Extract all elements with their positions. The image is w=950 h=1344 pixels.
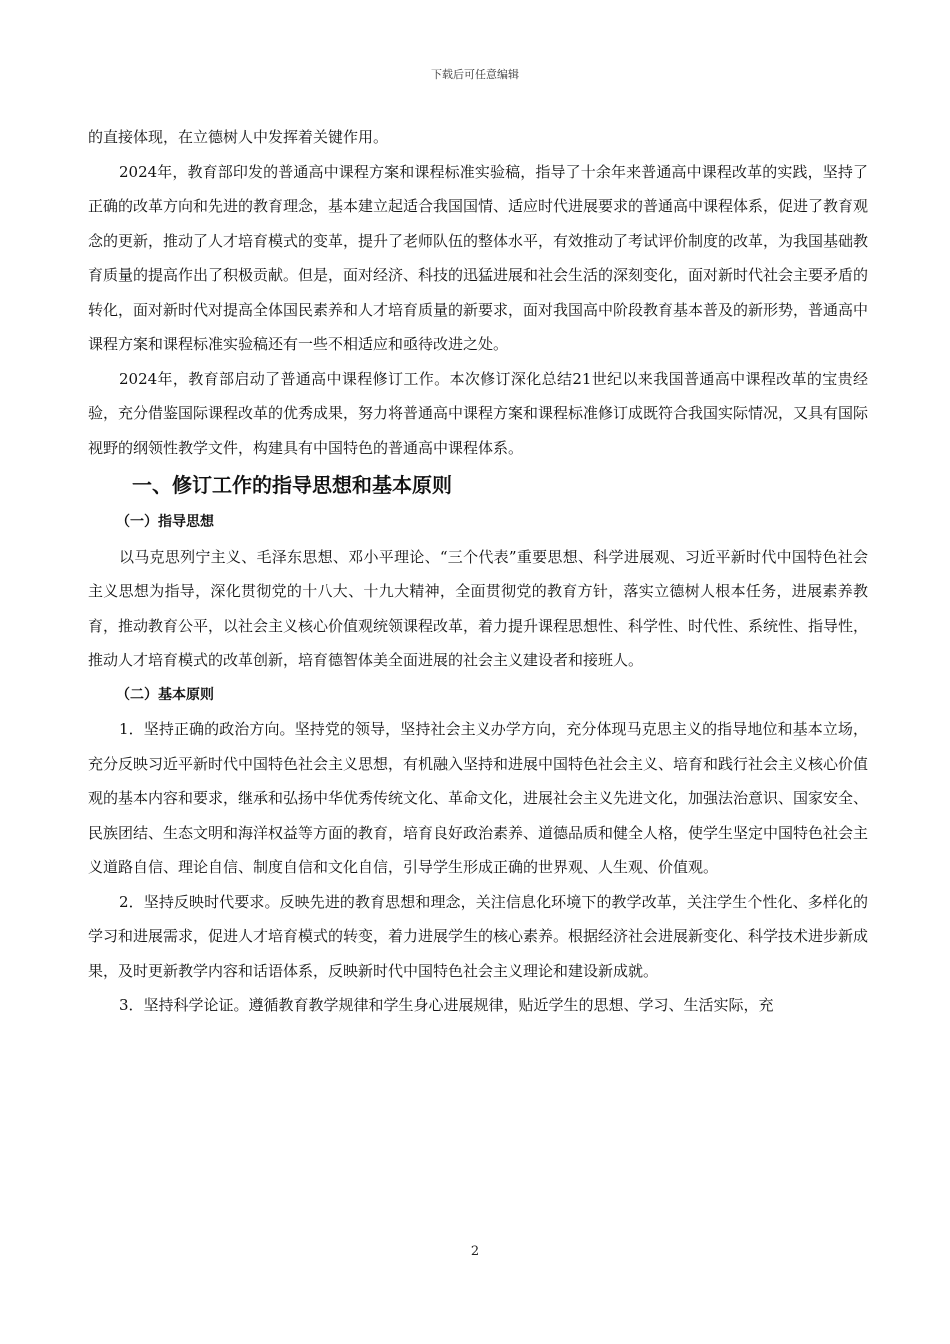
paragraph-2024-revision: 2024年，教育部启动了普通高中课程修订工作。本次修订深化总结21世纪以来我国普通高中课程改革的宝贵经验，充分借鉴国际课程改革的优秀成果，努力将普通高中课程方案和课程标准修订成既符合我国实际情况，又具有国际视野的纲领性教学文件，构建具有中国特色的普通高中课程体系。 — [88, 369, 869, 457]
paragraph-principle-2: 2．坚持反映时代要求。反映先进的教育思想和理念，关注信息化环境下的教学改革，关注学生个性化、多样化的学习和进展需求，促进人才培育模式的转变，着力进展学生的核心素养。根据经济社会进展新变化、科学技术进步新成果，及时更新教学内容和话语体系，反映新时代中国特色社会主义理论和建设新成就。 — [88, 892, 869, 980]
page-number: 2 — [470, 1244, 480, 1259]
subheading-guiding-ideology: （一）指导思想 — [116, 514, 214, 530]
paragraph-2024-experiment: 2024年，教育部印发的普通高中课程方案和课程标准实验稿，指导了十余年来普通高中课程改革的实践，坚持了正确的改革方向和先进的教育理念，基本建立起适合我国国情、适应时代进展要求的普通高中课程体系，促进了教育观念的更新，推动了人才培育模式的变革，提升了老师队伍的整体水平，有效推动了考试评价制度的改革，为我国基础教育质量的提高作出了积极贡献。但是，面对经济、科技的迅猛进展和社会生活的深刻变化，面对新时代社会主要矛盾的转化，面对新时代对提高全体国民素养和人才培育质量的新要求，面对我国高中阶段教育基本普及的新形势，普通高中课程方案和课程标准实验稿还有一些不相适应和亟待改进之处。 — [88, 162, 869, 353]
paragraph-continuation: 的直接体现，在立德树人中发挥着关键作用。 — [88, 128, 389, 146]
paragraph-guiding-ideology: 以马克思列宁主义、毛泽东思想、邓小平理论、“三个代表”重要思想、科学进展观、习近平新时代中国特色社会主义思想为指导，深化贯彻党的十八大、十九大精神，全面贯彻党的教育方针，落实立德树人根本任务，进展素养教育，推动教育公平，以社会主义核心价值观统领课程改革，着力提升课程思想性、科学性、时代性、系统性、指导性，推动人才培育模式的改革创新，培育德智体美全面进展的社会主义建设者和接班人。 — [88, 547, 869, 669]
document-body — [88, 120, 868, 1023]
page-header: 下载后可任意编辑 — [431, 68, 519, 81]
subheading-basic-principles: （二）基本原则 — [116, 686, 214, 703]
paragraph-principle-1: 1．坚持正确的政治方向。坚持党的领导，坚持社会主义办学方向，充分体现马克思主义的指导地位和基本立场，充分反映习近平新时代中国特色社会主义思想，有机融入坚持和进展中国特色社会主义、培育和践行社会主义核心价值观的基本内容和要求，继承和弘扬中华优秀传统文化、革命文化，进展社会主义先进文化，加强法治意识、国家安全、民族团结、生态文明和海洋权益等方面的教育，培育良好政治素养、道德品质和健全人格，使学生坚定中国特色社会主义道路自信、理论自信、制度自信和文化自信，引导学生形成正确的世界观、人生观、价值观。 — [88, 720, 869, 876]
section-heading-1: 一、修订工作的指导思想和基本原则 — [132, 473, 452, 497]
paragraph-principle-3: 3．坚持科学论证。遵循教育教学规律和学生身心进展规律，贴近学生的思想、学习、生活实际，充 — [119, 996, 774, 1014]
